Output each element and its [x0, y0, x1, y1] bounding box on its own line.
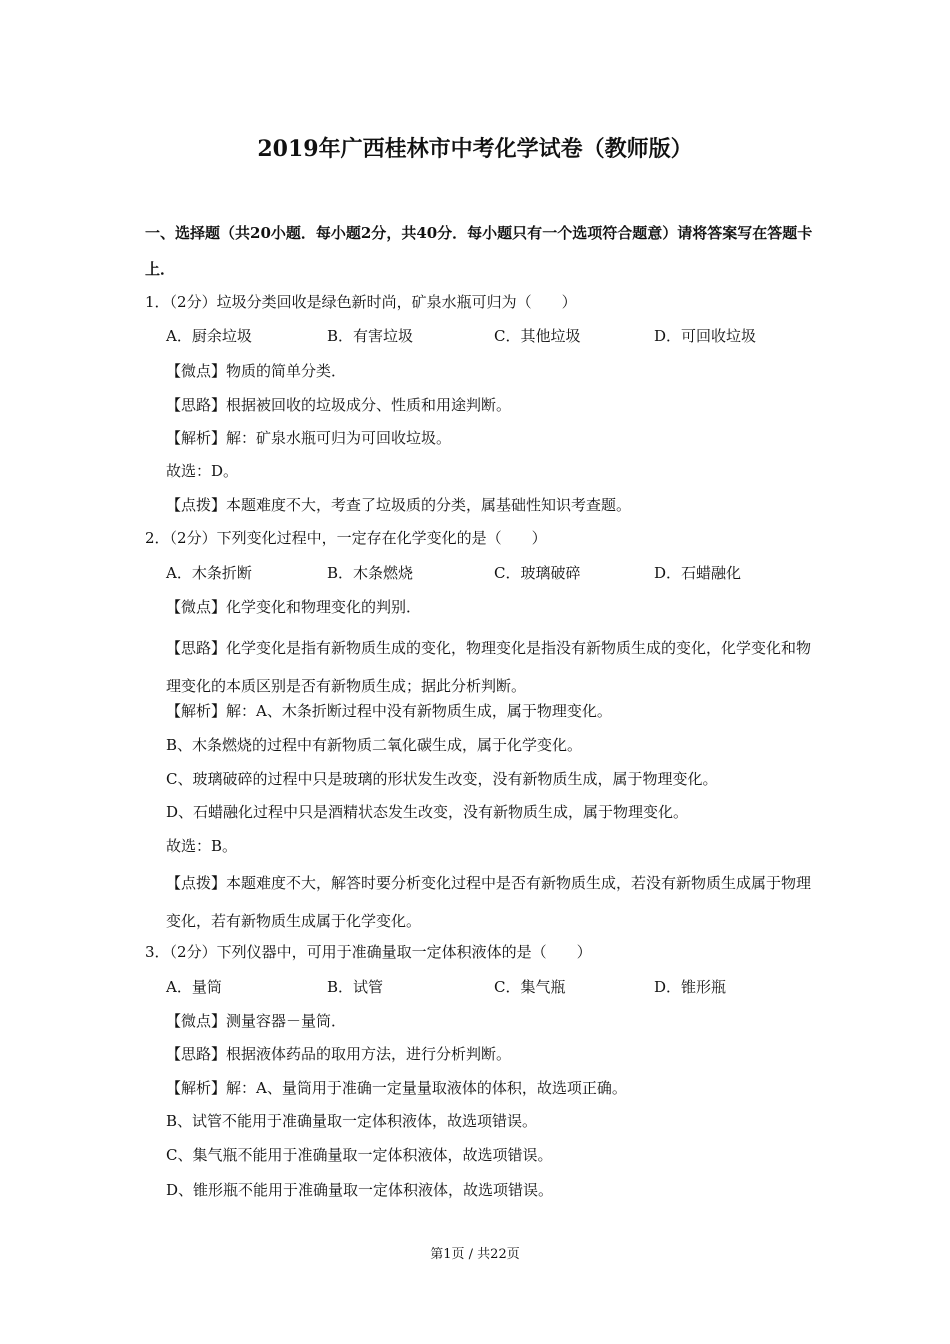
- question-2-analysis-d: D、石蜡融化过程中只是酒精状态发生改变，没有新物质生成，属于物理变化。: [166, 803, 689, 821]
- question-2-point: 【微点】化学变化和物理变化的判别．: [166, 598, 422, 616]
- question-3-idea: 【思路】根据液体药品的取用方法，进行分析判断。: [166, 1045, 512, 1063]
- question-3-option-b: B．试管: [327, 978, 384, 996]
- question-1-idea: 【思路】根据被回收的垃圾成分、性质和用途判断。: [166, 396, 512, 414]
- question-1-stem: 1．（2分）垃圾分类回收是绿色新时尚，矿泉水瓶可归为（ ）: [145, 293, 577, 311]
- question-2-stem: 2．（2分）下列变化过程中，一定存在化学变化的是（ ）: [145, 529, 547, 547]
- question-1-point: 【微点】物质的简单分类．: [166, 362, 347, 380]
- question-3-stem: 3．（2分）下列仪器中，可用于准确量取一定体积液体的是（ ）: [145, 943, 592, 961]
- question-2-option-a: A．木条折断: [166, 564, 252, 582]
- question-1-option-d: D．可回收垃圾: [654, 327, 757, 345]
- question-1-analysis: 【解析】解：矿泉水瓶可归为可回收垃圾。: [166, 429, 452, 447]
- question-1-option-b: B．有害垃圾: [327, 327, 414, 345]
- question-1-option-c: C．其他垃圾: [494, 327, 581, 345]
- question-2-analysis-b: B、木条燃烧的过程中有新物质二氧化碳生成，属于化学变化。: [166, 736, 583, 754]
- page-title: 2019年广西桂林市中考化学试卷（教师版）: [257, 136, 693, 162]
- page-footer: 第1页 / 共22页: [430, 1247, 520, 1262]
- question-1-answer: 故选：D。: [166, 462, 239, 480]
- question-3-option-c: C．集气瓶: [494, 978, 566, 996]
- question-3-option-d: D．锥形瓶: [654, 978, 727, 996]
- question-2-option-c: C．玻璃破碎: [494, 564, 581, 582]
- question-1-comment: 【点拨】本题难度不大，考查了垃圾质的分类，属基础性知识考查题。: [166, 496, 632, 514]
- question-2-option-b: B．木条燃烧: [327, 564, 414, 582]
- question-3-analysis-b: B、试管不能用于准确量取一定体积液体，故选项错误。: [166, 1112, 538, 1130]
- question-1-option-a: A．厨余垃圾: [166, 327, 252, 345]
- question-2-analysis-a: 【解析】解：A、木条折断过程中没有新物质生成，属于物理变化。: [166, 702, 612, 720]
- question-2-answer: 故选：B。: [166, 837, 238, 855]
- question-3-point: 【微点】测量容器－量筒．: [166, 1012, 347, 1030]
- question-2-idea: 【思路】化学变化是指有新物质生成的变化，物理变化是指没有新物质生成的变化，化学变化和物理变化的本质区别是否有新物质生成；据此分析判断。: [166, 639, 812, 695]
- question-2-option-d: D．石蜡融化: [654, 564, 742, 582]
- question-3-analysis-c: C、集气瓶不能用于准确量取一定体积液体，故选项错误。: [166, 1146, 553, 1164]
- question-2-comment: 【点拨】本题难度不大，解答时要分析变化过程中是否有新物质生成，若没有新物质生成属于物理变化，若有新物质生成属于化学变化。: [166, 874, 812, 930]
- question-3-analysis-a: 【解析】解：A、量筒用于准确一定量量取液体的体积，故选项正确。: [166, 1079, 627, 1097]
- section-heading: 一、选择题（共20小题．每小题2分，共40分．每小题只有一个选项符合题意）请将答案写在答题卡上．: [145, 224, 813, 278]
- question-2-analysis-c: C、玻璃破碎的过程中只是玻璃的形状发生改变，没有新物质生成，属于物理变化。: [166, 770, 718, 788]
- question-3-option-a: A．量筒: [166, 978, 222, 996]
- question-3-analysis-d: D、锥形瓶不能用于准确量取一定体积液体，故选项错误。: [166, 1181, 554, 1199]
